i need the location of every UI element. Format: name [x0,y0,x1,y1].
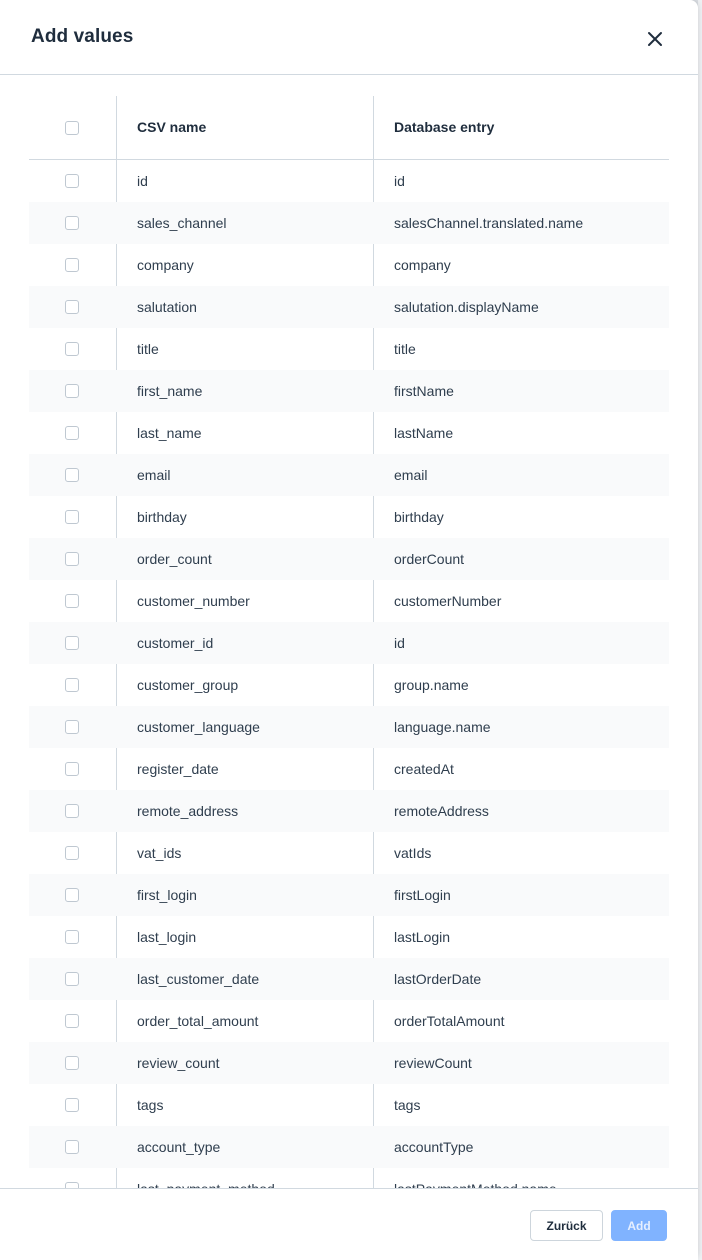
csv-name-cell: birthday [137,509,187,525]
csv-name-cell: last_name [137,425,202,441]
database-entry-cell: lastName [394,425,454,441]
row-checkbox[interactable] [65,678,79,692]
table-row[interactable] [29,832,669,874]
row-checkbox[interactable] [65,930,79,944]
csv-name-cell: account_type [137,1139,221,1155]
row-checkbox[interactable] [65,1140,79,1154]
close-icon [648,32,662,46]
background-page-edge [698,0,702,1260]
csv-name-cell: customer_group [137,677,239,693]
csv-name-cell: salutation [137,299,197,315]
csv-name-cell: review_count [137,1055,220,1071]
csv-name-cell: title [137,341,159,357]
add-button[interactable]: Add [611,1210,667,1241]
csv-name-cell: last_login [137,929,197,945]
header-database-entry[interactable]: Database entry [394,119,495,135]
table-row[interactable] [29,622,669,664]
row-checkbox[interactable] [65,216,79,230]
row-checkbox[interactable] [65,426,79,440]
csv-name-cell: id [137,173,148,189]
table-row[interactable] [29,580,669,622]
csv-name-cell: sales_channel [137,215,227,231]
table-row[interactable] [29,1084,669,1126]
database-entry-cell: salesChannel.translated.name [394,215,584,231]
table-row[interactable] [29,1000,669,1042]
header-csv-name[interactable]: CSV name [137,119,207,135]
database-entry-cell: customerNumber [394,593,502,609]
database-entry-cell: orderCount [394,551,465,567]
row-checkbox[interactable] [65,888,79,902]
csv-name-cell: customer_language [137,719,260,735]
row-checkbox[interactable] [65,846,79,860]
database-entry-cell: firstName [394,383,454,399]
table-body [29,160,669,1210]
csv-name-cell: vat_ids [137,845,182,861]
row-checkbox[interactable] [65,384,79,398]
database-entry-cell: language.name [394,719,491,735]
table-row[interactable] [29,790,669,832]
database-entry-cell: id [394,173,405,189]
row-checkbox[interactable] [65,720,79,734]
table-row[interactable] [29,1126,669,1168]
modal-title: Add values [31,26,134,47]
database-entry-cell: accountType [394,1139,474,1155]
csv-name-cell: order_total_amount [137,1013,259,1029]
table-row[interactable] [29,244,669,286]
csv-name-cell: order_count [137,551,212,567]
table-row[interactable] [29,160,669,202]
csv-name-cell: register_date [137,761,219,777]
database-entry-cell: title [394,341,416,357]
database-entry-cell: remoteAddress [394,803,489,819]
row-checkbox[interactable] [65,174,79,188]
csv-name-cell: tags [137,1097,164,1113]
row-checkbox[interactable] [65,636,79,650]
csv-name-cell: last_customer_date [137,971,260,987]
database-entry-cell: company [394,257,451,273]
table-header [29,96,669,160]
database-entry-cell: tags [394,1097,421,1113]
table-row[interactable] [29,1042,669,1084]
table-row[interactable] [29,916,669,958]
table-row[interactable] [29,286,669,328]
row-checkbox[interactable] [65,1056,79,1070]
table-row[interactable] [29,328,669,370]
database-entry-cell: id [394,635,405,651]
csv-name-cell: first_name [137,383,203,399]
database-entry-cell: lastOrderDate [394,971,482,987]
table-row[interactable] [29,454,669,496]
database-entry-cell: lastLogin [394,929,451,945]
table-row[interactable] [29,874,669,916]
modal-footer [0,1188,698,1260]
row-checkbox[interactable] [65,300,79,314]
table-row[interactable] [29,370,669,412]
row-checkbox[interactable] [65,552,79,566]
database-entry-cell: group.name [394,677,469,693]
database-entry-cell: firstLogin [394,887,451,903]
database-entry-cell: orderTotalAmount [394,1013,505,1029]
modal-header [0,0,698,75]
csv-name-cell: customer_id [137,635,214,651]
row-checkbox[interactable] [65,1014,79,1028]
table-row[interactable] [29,706,669,748]
row-checkbox[interactable] [65,762,79,776]
database-entry-cell: createdAt [394,761,454,777]
database-entry-cell: salutation.displayName [394,299,539,315]
select-all-checkbox[interactable] [65,121,79,135]
table-row[interactable] [29,664,669,706]
csv-name-cell: first_login [137,887,197,903]
csv-name-cell: customer_number [137,593,250,609]
database-entry-cell: reviewCount [394,1055,472,1071]
row-checkbox[interactable] [65,594,79,608]
row-checkbox[interactable] [65,258,79,272]
table-row[interactable] [29,748,669,790]
table-row[interactable] [29,538,669,580]
modal-body[interactable] [0,75,698,1188]
row-checkbox[interactable] [65,972,79,986]
row-checkbox[interactable] [65,1098,79,1112]
row-checkbox[interactable] [65,468,79,482]
table-row[interactable] [29,412,669,454]
csv-name-cell: company [137,257,194,273]
back-button[interactable]: Zurück [530,1210,603,1241]
table-row[interactable] [29,958,669,1000]
table-row[interactable] [29,496,669,538]
table-row[interactable] [29,202,669,244]
database-entry-cell: vatIds [394,845,432,861]
close-button[interactable] [641,25,669,53]
csv-name-cell: remote_address [137,803,239,819]
database-entry-cell: email [394,467,428,483]
values-table [29,96,669,1210]
row-checkbox[interactable] [65,510,79,524]
row-checkbox[interactable] [65,804,79,818]
database-entry-cell: birthday [394,509,444,525]
row-checkbox[interactable] [65,342,79,356]
csv-name-cell: email [137,467,171,483]
